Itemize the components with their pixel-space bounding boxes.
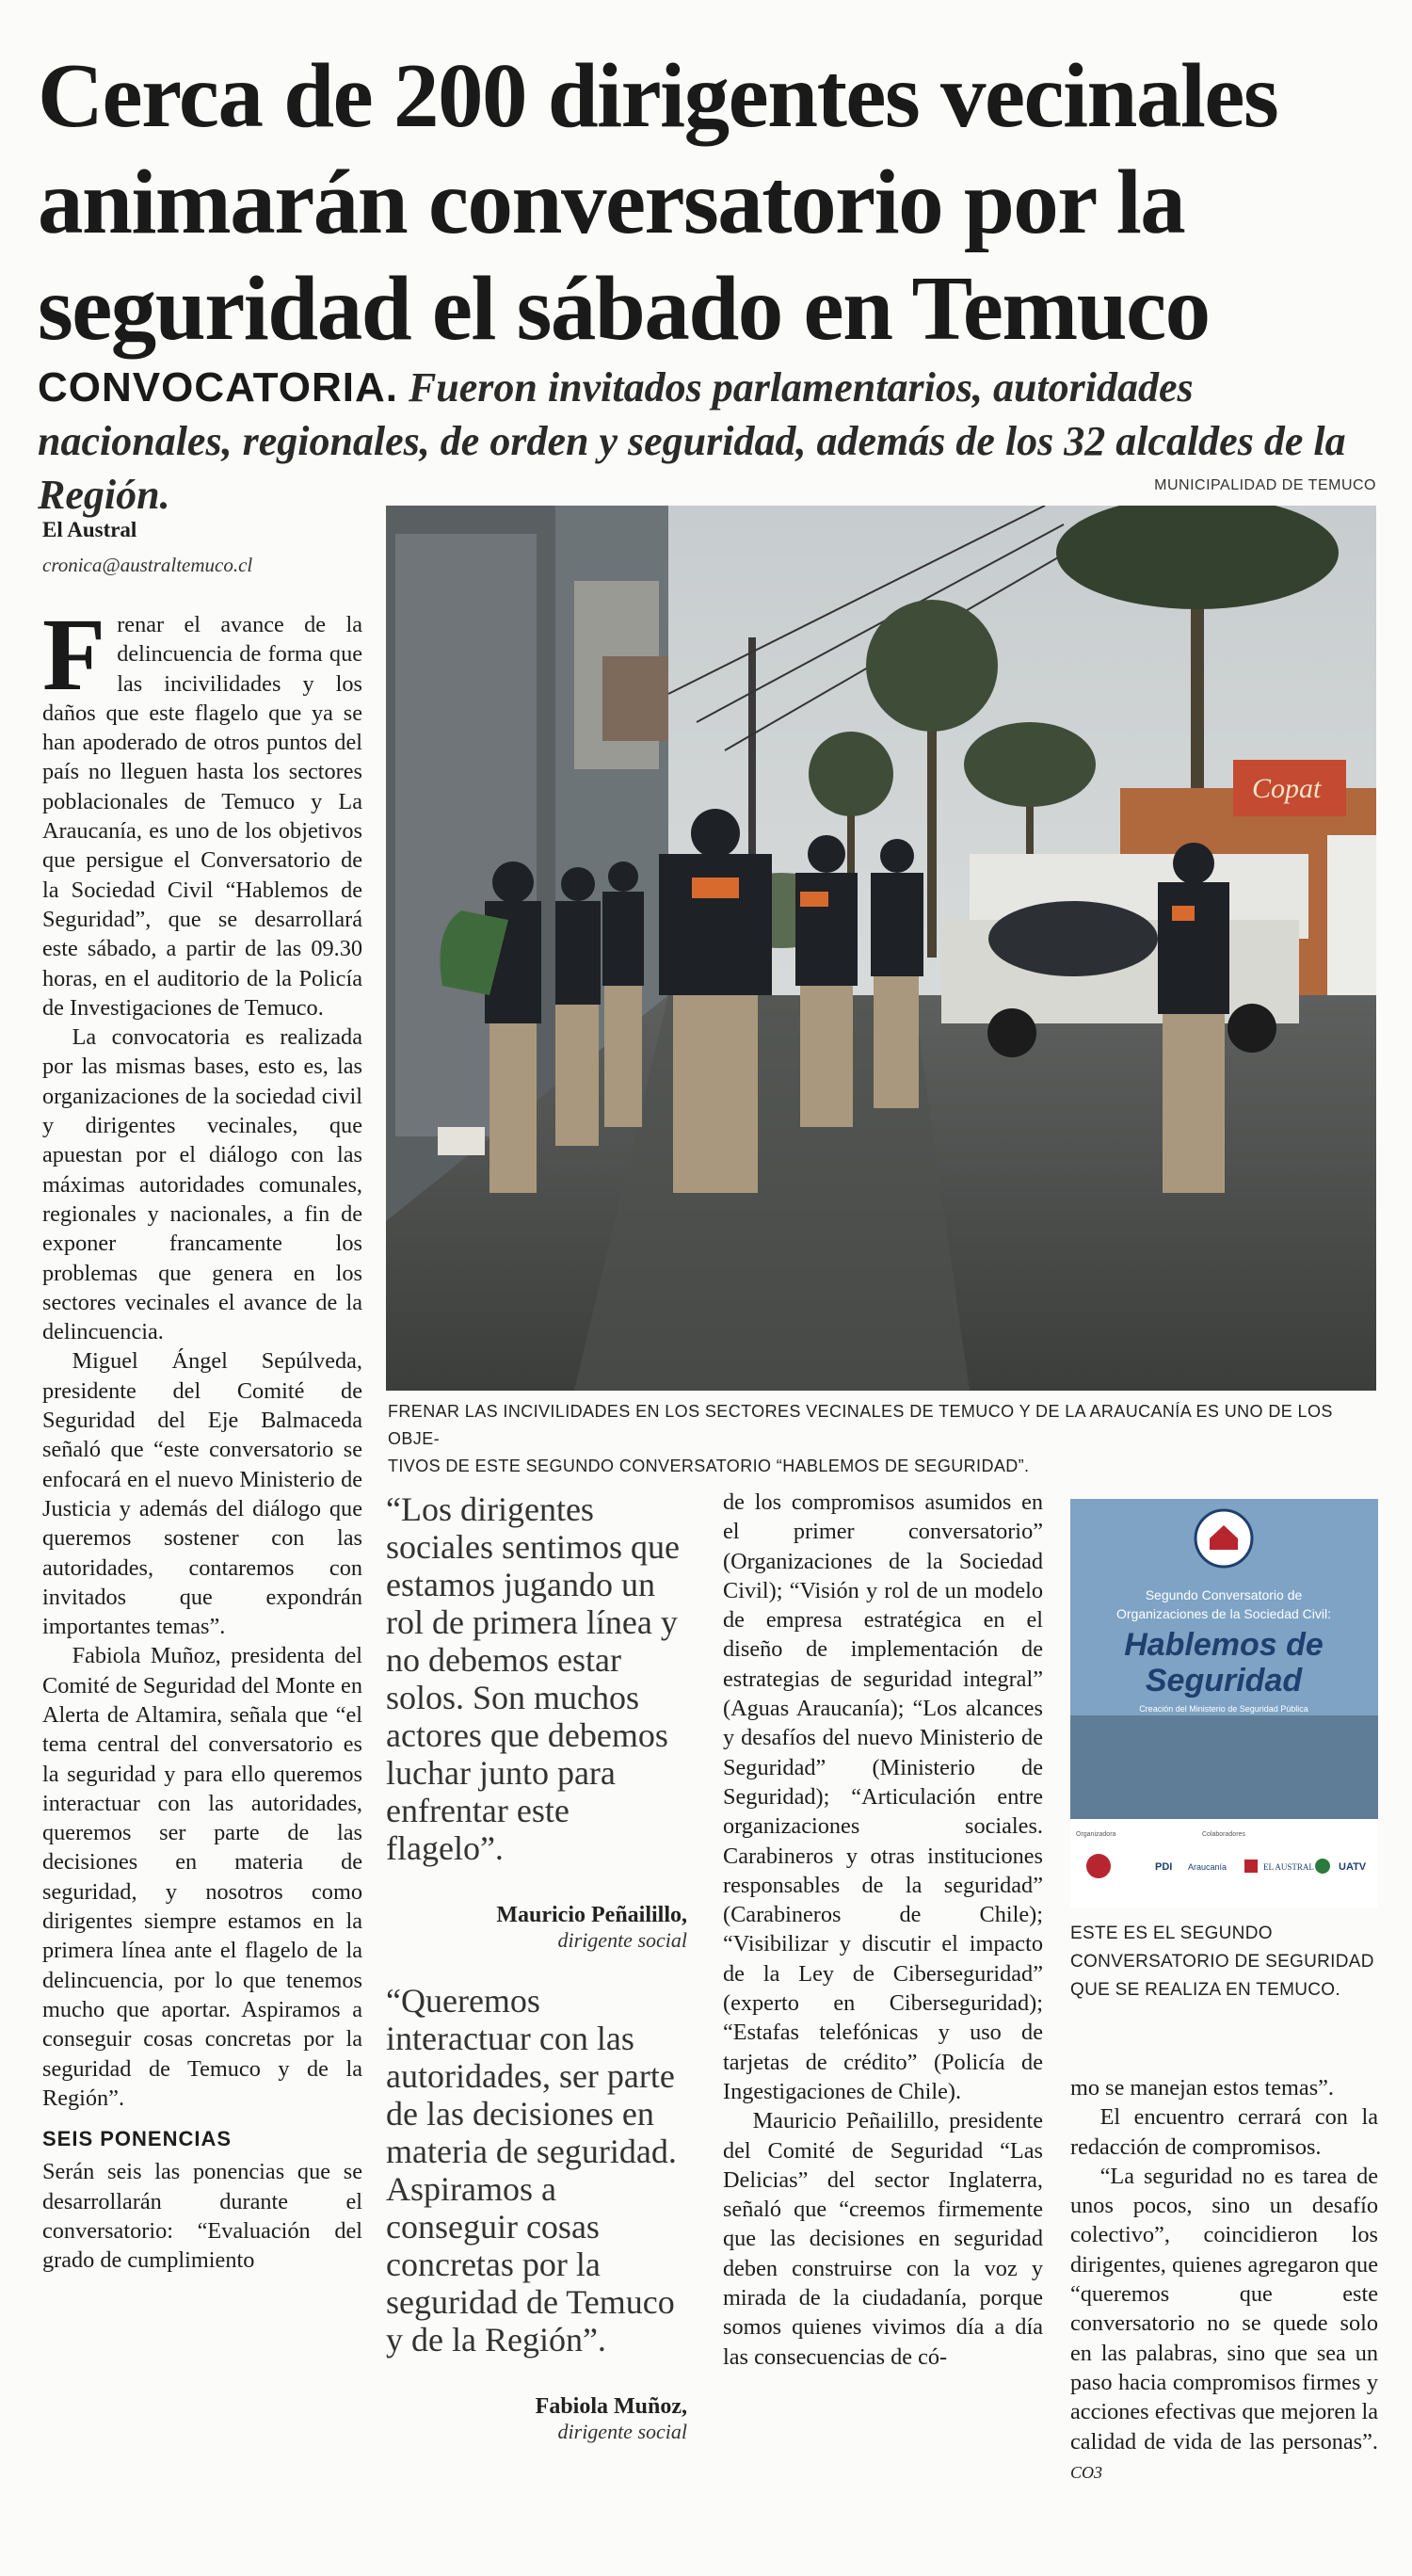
poster-line-1: Segundo Conversatorio de xyxy=(1145,1587,1303,1602)
pull-quote-1-text: “Los dirigentes sociales sentimos que estamos jugando un rol de primera línea y no debemos estar solos. Son muchos actores que debemos luchar junto para enfrentar este flagelo”. xyxy=(386,1490,680,1867)
photo-caption-line-1: FRENAR LAS INCIVILIDADES EN LOS SECTORES VECINALES DE TEMUCO Y DE LA ARAUCANÍA ES UNO DE LOS OBJE- xyxy=(388,1402,1333,1448)
column-4 xyxy=(1070,2073,1378,2487)
dropcap: F xyxy=(42,597,106,712)
end-mark: CO3 xyxy=(1070,2462,1103,2482)
street-scene-illustration xyxy=(386,506,1376,1391)
poster-caption: ESTE ES EL SEGUNDO CONVERSATORIO DE SEGURIDAD QUE SE REALIZA EN TEMUCO. xyxy=(1070,1924,1374,2000)
poster-title-2: Seguridad xyxy=(1145,1663,1303,1699)
storefront-sign: Copat xyxy=(1252,773,1322,804)
paragraph-2: La convocatoria es realizada por las mismas bases, esto es, las organizaciones de la sociedad civil y dirigentes vecinales, que apuestan por el diálogo con las máximas autoridades comunales, regionales y nacionales, a fin de exponer francamente los problemas que genera en los sectores vecinales el avance de la delincuencia. xyxy=(42,1024,362,1345)
deck-text: Fueron invitados parlamentarios, autoridades nacionales, regionales, de orden y seguridad, además de los 32 alcaldes de la Región. xyxy=(38,364,1346,518)
pull-quote-2-author: Fabiola Muñoz, xyxy=(535,2394,687,2419)
column-4-paragraph-3 xyxy=(1070,2162,1378,2487)
byline-author: El Austral xyxy=(42,518,137,541)
column-1 xyxy=(42,597,362,2276)
pull-quote-1-role: dirigente social xyxy=(557,1928,687,1952)
column-3-paragraph-1: de los compromisos asumidos en el primer conversatorio” (Organizaciones de la Sociedad Civil); “Visión y rol de un modelo de empresa estratégica en el diseño de implementación de estrategias de seguridad integral” (Aguas Araucanía); “Los alcances y desafíos del nuevo Ministerio de Seguridad” (Ministerio de Seguridad); “Articulación entre organizaciones sociales. Carabineros y otras instituciones responsables de la seguridad” (Carabineros de Chile); “Visibilizar y discutir el impacto de la Ley de Ciberseguridad” (experto en Ciberseguridad); “Estafas telefónicas y uso de tarjetas de crédito” (Policía de Ingestigaciones de Chile). xyxy=(723,1489,1043,2104)
column-3 xyxy=(723,1488,1043,2372)
poster-line-2: Organizaciones de la Sociedad Civil: xyxy=(1115,1606,1332,1621)
paragraph-3: Miguel Ángel Sepúlveda, presidente del Comité de Seguridad del Eje Balmaceda señaló que “este conversatorio se enfocará en el nuevo Ministerio de Justicia y además del diálogo que queremos sostener con las autoridades, contaremos con invitados que expondrán importantes temas”. xyxy=(42,1348,362,1640)
poster-subtitle: Creación del Ministerio de Seguridad Pública xyxy=(1139,1704,1308,1714)
pull-quote-1-author: Mauricio Peñailillo, xyxy=(496,1903,687,1927)
paragraph-1 xyxy=(42,597,362,1022)
poster-logo-1: PDI xyxy=(1155,1861,1173,1873)
column-4-paragraph-2: El encuentro cerrará con la redacción de compromisos. xyxy=(1070,2104,1378,2160)
photo-caption-line-2: TIVOS DE ESTE SEGUNDO CONVERSATORIO “HABLEMOS DE SEGURIDAD”. xyxy=(388,1457,1030,1475)
column-4-paragraph-3-text: “La seguridad no es tarea de unos pocos, sino un desafío colectivo”, coincidieron los dirigentes, quienes agregaron que “queremos que este conversatorio no se quede solo en las palabras, sino que sea un paso hacia compromisos firmes y acciones efectivas que mejoren la calidad de vida de las personas”. xyxy=(1070,2163,1378,2455)
pull-quote-1 xyxy=(386,1490,687,1953)
pull-quote-2 xyxy=(386,1982,687,2444)
subhead-seis-ponencias: SEIS PONENCIAS xyxy=(42,2127,233,2151)
poster-logo-2: Araucanía xyxy=(1188,1862,1227,1872)
pull-quote-2-role: dirigente social xyxy=(557,2420,687,2443)
column-4-paragraph-1: mo se manejan estos temas”. xyxy=(1070,2075,1335,2101)
poster-title-1: Hablemos de xyxy=(1124,1627,1324,1663)
carabineros-logo-icon xyxy=(1315,1859,1330,1874)
byline-email[interactable]: cronica@australtemuco.cl xyxy=(42,554,253,576)
column-3-paragraph-2: Mauricio Peñailillo, presidente del Comité de Seguridad “Las Delicias” del sector Inglaterra, señaló que “creemos firmemente que las decisiones en seguridad deben construirse con la voz y mirada de la ciudadanía, porque somos quienes vivimos día a día las consecuencias de có- xyxy=(723,2108,1043,2370)
poster-illustration xyxy=(1070,1499,1378,1908)
photo-caption xyxy=(388,1398,1376,1480)
paragraph-1-text: renar el avance de la delincuencia de forma que las incivilidades y los daños que este flagelo que ya se han apoderado de otros puntos del país no lleguen hasta los sectores poblacionales de Temuco y La Araucanía, es uno de los objetivos que persigue el Conversatorio de la Sociedad Civil “Hablemos de Seguridad”, que se desarrollará este sábado, a partir de las 09.30 horas, en el auditorio de la Policía de Investigaciones de Temuco. xyxy=(42,612,362,1021)
deck xyxy=(38,361,1374,522)
deck-lead: CONVOCATORIA. xyxy=(38,364,398,411)
poster-organiza-label: Organizadora xyxy=(1076,1831,1116,1838)
chile-flag-icon xyxy=(1244,1860,1258,1873)
photo-credit: MUNICIPALIDAD DE TEMUCO xyxy=(1154,477,1376,493)
poster-logo-3: EL AUSTRAL xyxy=(1263,1862,1314,1872)
paragraph-5: Serán seis las ponencias que se desarrollarán durante el conversatorio: “Evaluación del grado de cumplimiento xyxy=(42,2159,362,2274)
poster-logo-4: UATV xyxy=(1339,1861,1367,1873)
news-photo xyxy=(386,506,1376,1391)
event-poster xyxy=(1070,1499,1378,1908)
headline: Cerca de 200 dirigentes vecinales animarán conversatorio por la seguridad el sábado en Temuco xyxy=(38,45,1278,359)
organizer-logo-icon xyxy=(1086,1854,1111,1878)
pull-quote-2-text: “Queremos interactuar con las autoridades, ser parte de las decisiones en materia de seguridad. Aspiramos a conseguir cosas concretas por la seguridad de Temuco y de la Región”. xyxy=(386,1982,677,2359)
poster-colabora-label: Colaboradores xyxy=(1202,1831,1245,1838)
paragraph-4: Fabiola Muñoz, presidenta del Comité de Seguridad del Monte en Alerta de Altamira, señala que “el tema central del conversatorio es la seguridad y para ello queremos interactuar con las autoridades, queremos ser parte de las decisiones en materia de seguridad, y nosotros como dirigentes siempre estamos en la primera línea ante el flagelo de la delincuencia, por lo que tenemos mucho que aportar. Aspiramos a conseguir cosas concretas por la seguridad de Temuco y de la Región”. xyxy=(42,1643,362,2111)
